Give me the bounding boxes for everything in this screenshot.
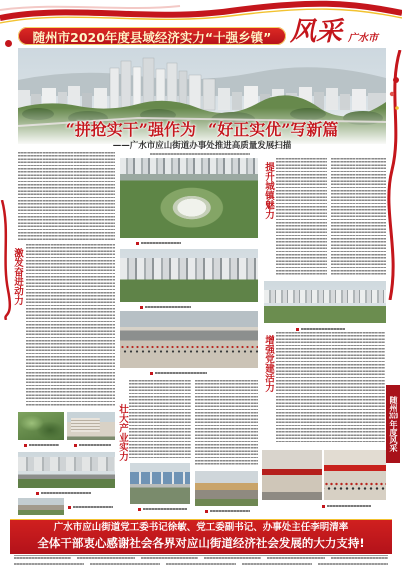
headline-part-1: “拼抢实干”强作为 — [65, 120, 196, 139]
photo — [324, 450, 386, 500]
section-heading-drive: 激发奋进动力 — [12, 248, 23, 305]
section-heading-party-building: 增强党建活力 — [263, 335, 274, 392]
footer-info-item — [318, 563, 388, 565]
masthead-calligraphy: 风采 — [290, 17, 343, 47]
body-text-block — [129, 380, 191, 458]
photo-caption — [322, 504, 371, 508]
photo — [18, 412, 64, 440]
side-label-text — [389, 396, 397, 452]
footer-info-item — [331, 557, 388, 559]
headline — [18, 120, 386, 140]
footer-rule — [14, 555, 388, 556]
photo — [18, 452, 115, 488]
photo-caption — [68, 505, 113, 509]
byline — [150, 153, 250, 155]
side-label-year: 2020 — [389, 412, 398, 420]
photo — [120, 249, 258, 302]
photo-caption — [24, 443, 59, 447]
footer-info-item — [14, 563, 84, 565]
photo-caption — [296, 327, 345, 331]
side-label-suffix: 年度风采 — [389, 420, 398, 452]
footer-info-item — [14, 557, 71, 559]
thanks-banner — [10, 519, 392, 554]
left-ribbon-decoration — [0, 200, 12, 320]
footer-info-item — [204, 557, 261, 559]
photo — [18, 498, 64, 515]
body-text-block — [276, 158, 327, 276]
thanks-banner-line-2: 全体干部衷心感谢社会各界对应山街道经济社会发展的大力支持! — [37, 536, 365, 550]
photo — [264, 281, 386, 323]
photo-caption — [150, 371, 207, 375]
footer-info-row — [14, 557, 388, 559]
footer-info-row — [14, 563, 388, 565]
footer-info-item — [267, 557, 324, 559]
photo-caption — [205, 509, 250, 513]
body-text-block — [331, 158, 386, 276]
photo — [120, 158, 258, 238]
photo — [130, 463, 190, 504]
footer-info-item — [166, 563, 236, 565]
right-ribbon-decoration — [386, 50, 402, 300]
side-label-prefix: 随州 — [389, 396, 398, 412]
footer-info-item — [90, 563, 160, 565]
photo-caption — [136, 241, 181, 245]
photo-caption — [140, 305, 191, 309]
masthead-banner-title: 随州市2020年度县域经济实力“十强乡镇” — [32, 30, 272, 45]
headline-subtitle: ——广水市应山街道办事处推进高质量发展扫描 — [112, 141, 292, 151]
masthead-corner-text: 广水市 — [348, 33, 378, 44]
side-label — [386, 385, 400, 463]
photo-caption — [74, 443, 111, 447]
body-text-block — [195, 380, 258, 466]
photo-caption — [36, 491, 91, 495]
section-heading-city-charm: 提升城镇魅力 — [263, 162, 274, 219]
body-text-block — [18, 152, 115, 240]
body-text-block — [26, 244, 115, 406]
page-marker-dot — [5, 40, 12, 47]
section-heading-industry: 壮大产业实力 — [117, 404, 128, 461]
footer-info-item — [141, 557, 198, 559]
photo — [120, 311, 258, 368]
photo-caption — [138, 507, 187, 511]
thanks-banner-line-1: 广水市应山街道党工委书记徐敏、党工委副书记、办事处主任李明清率 — [53, 522, 349, 533]
headline-part-2: “好正实优”写新篇 — [208, 120, 339, 139]
photo — [262, 450, 322, 500]
photo — [195, 471, 258, 506]
footer-info-item — [77, 557, 134, 559]
footer-info-item — [242, 563, 312, 565]
masthead-banner — [18, 27, 286, 45]
body-text-block — [276, 332, 385, 444]
photo — [67, 412, 115, 440]
